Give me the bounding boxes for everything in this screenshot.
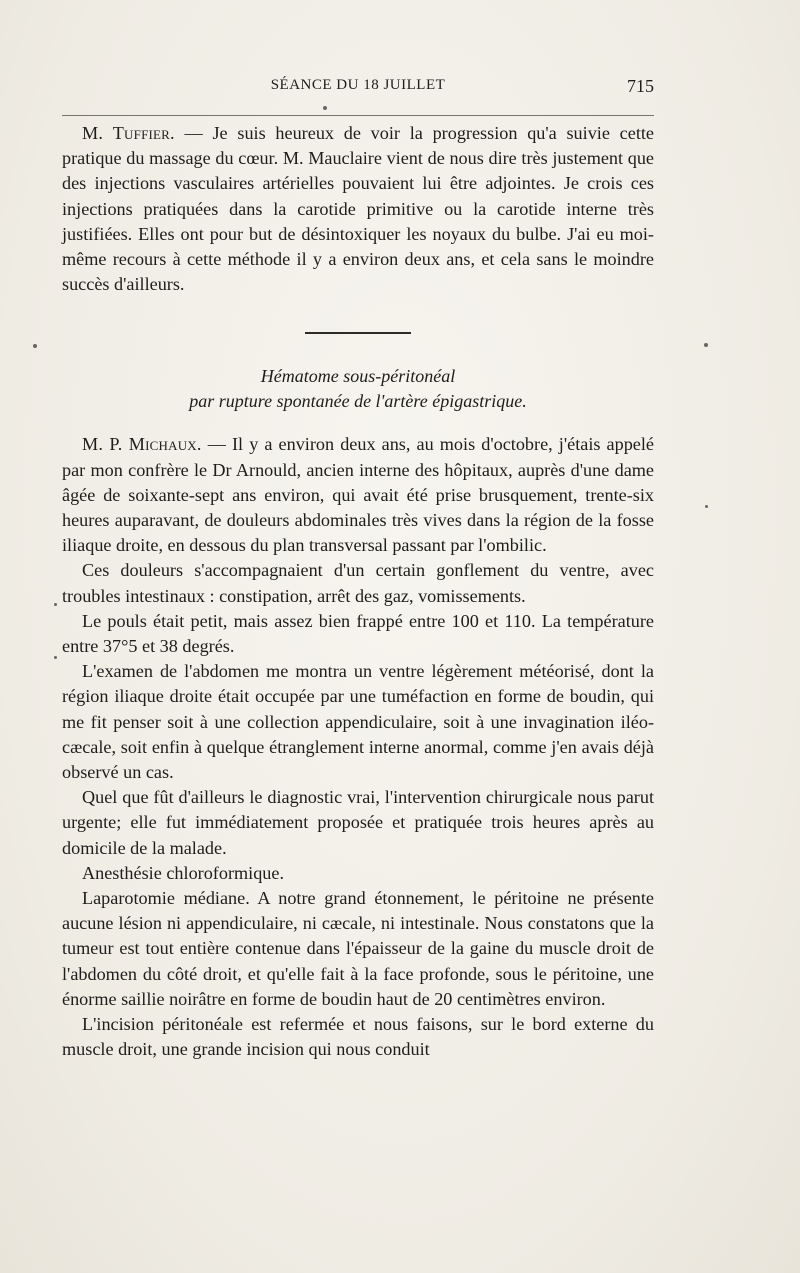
print-speck: [54, 656, 57, 659]
section-divider: [305, 332, 411, 334]
body-paragraph: Quel que fût d'ailleurs le diagnostic vrai, l'intervention chirurgicale nous parut urgente; elle fut immédiatement proposée et pratiquée trois heures après au domicile de la malade.: [62, 787, 654, 858]
page-number: 715: [627, 76, 654, 96]
section-title-line-1: Hématome sous-péritonéal: [260, 366, 456, 387]
print-speck: [33, 344, 37, 348]
page-header: [62, 77, 654, 103]
body-paragraph: Ces douleurs s'accompagnaient d'un certain gonflement du ventre, avec troubles intestinaux : constipation, arrêt des gaz, vomissements.: [62, 560, 654, 606]
body-paragraph: Le pouls était petit, mais assez bien frappé entre 100 et 110. La température entre 37°5 et 38 degrés.: [62, 610, 654, 657]
body-paragraph: Anesthésie chloroformique.: [82, 862, 285, 883]
speaker-tuffier: M. Tuffier.: [82, 123, 175, 143]
running-head: SÉANCE DU 18 JUILLET: [270, 77, 446, 93]
print-speck: [323, 106, 327, 110]
michaux-text: — Il y a environ deux ans, au mois d'octobre, j'étais appelé par mon confrère le Dr Arnould, ancien interne des hôpitaux, auprès d'une dame âgée de soixante-sept ans environ, qui avait été prise brusquement, trente-six heures auparavant, de douleurs abdominales très vives dans la région de la fosse iliaque droite, en dessous du plan transversal passant par l'ombilic.: [62, 434, 654, 556]
michaux-paragraph: [62, 432, 654, 558]
article-body: [62, 121, 654, 1063]
tuffier-text: — Je suis heureux de voir la progression qu'a suivie cette pratique du massage du cœur. M. Mauclaire vient de nous dire très justement que des injections vasculaires artérielles pouvaient lui être adjointes. Je crois ces injections pratiquées dans la carotide primitive ou la carotide interne très justifiées. Elles ont pour but de désintoxiquer les noyaux du bulbe. J'ai eu moi-même recours à cette méthode il y a environ deux ans, et cela sans le moindre succès d'ailleurs.: [62, 123, 654, 295]
body-paragraph: L'examen de l'abdomen me montra un ventre légèrement météorisé, dont la région iliaque droite était occupée par une tuméfaction en forme de boudin, qui me fit penser soit à une collection appendiculaire, soit à une invagination iléo-cæcale, soit enfin à quelque étranglement interne anormal, comme j'en avais déjà observé un cas.: [62, 661, 654, 783]
speaker-michaux: M. P. Michaux.: [82, 434, 202, 455]
print-speck: [54, 603, 57, 606]
print-speck: [705, 505, 708, 508]
print-speck: [704, 343, 708, 347]
section-title-line-2: par rupture spontanée de l'artère épigastrique.: [189, 391, 527, 412]
tuffier-paragraph: [62, 121, 654, 297]
header-rule: [62, 115, 654, 116]
body-paragraph: L'incision péritonéale est refermée et nous faisons, sur le bord externe du muscle droit, une grande incision qui nous conduit: [62, 1014, 654, 1060]
body-paragraph: Laparotomie médiane. A notre grand étonnement, le péritoine ne présente aucune lésion ni appendiculaire, ni cæcale, ni intestinale. Nous constatons que la tumeur est tout entière contenue dans l'épaisseur de la gaine du muscle droit de l'abdomen du côté droit, et qu'elle fait à la face profonde, sous le péritoine, une énorme saillie noirâtre en forme de boudin haut de 20 centimètres environ.: [62, 888, 654, 1009]
